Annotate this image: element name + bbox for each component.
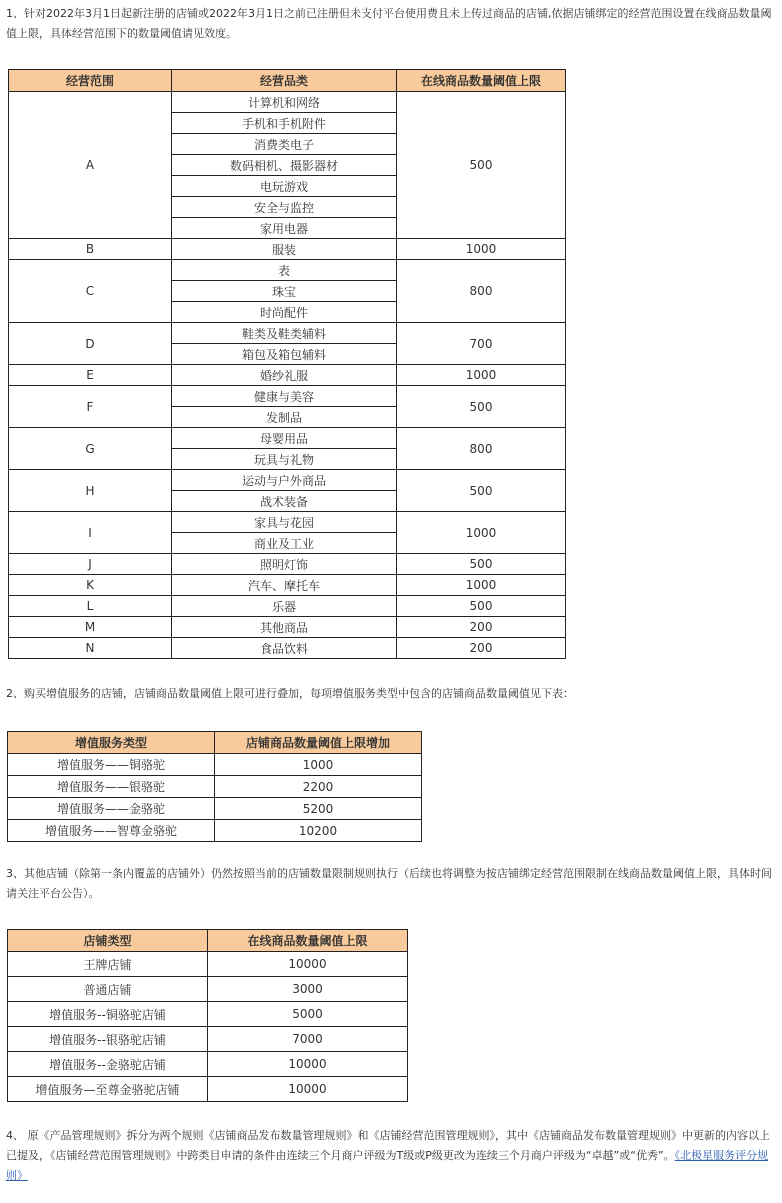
scope-cell: B: [9, 239, 172, 260]
store-limit-cell: 10000: [208, 952, 408, 977]
store-type-cell: 增值服务--银骆驼店铺: [8, 1027, 208, 1052]
table-row: [8, 977, 408, 1002]
table-header-row: [8, 732, 422, 754]
table-row: [8, 952, 408, 977]
limit-cell: 200: [397, 638, 566, 659]
table-row: [9, 386, 566, 407]
scope-cell: H: [9, 470, 172, 512]
category-cell: 安全与监控: [172, 197, 397, 218]
header-store-type: 店铺类型: [8, 930, 208, 952]
store-limit-cell: 7000: [208, 1027, 408, 1052]
scope-cell: D: [9, 323, 172, 365]
scope-cell: E: [9, 365, 172, 386]
table-row: [9, 554, 566, 575]
store-type-cell: 王牌店铺: [8, 952, 208, 977]
table-row: [9, 365, 566, 386]
scope-cell: I: [9, 512, 172, 554]
scope-cell: A: [9, 92, 172, 239]
store-limit-cell: 10000: [208, 1077, 408, 1102]
category-cell: 照明灯饰: [172, 554, 397, 575]
limit-cell: 500: [397, 92, 566, 239]
store-type-table: [7, 929, 408, 1102]
limit-cell: 1000: [397, 575, 566, 596]
category-cell: 运动与户外商品: [172, 470, 397, 491]
scope-cell: L: [9, 596, 172, 617]
table-header-row: [8, 930, 408, 952]
store-type-cell: 增值服务—至尊金骆驼店铺: [8, 1077, 208, 1102]
header-limit-increase: 店铺商品数量阈值上限增加: [215, 732, 422, 754]
header-service-type: 增值服务类型: [8, 732, 215, 754]
limit-cell: 800: [397, 428, 566, 470]
scope-cell: M: [9, 617, 172, 638]
table-row: [8, 1077, 408, 1102]
table-row: [9, 575, 566, 596]
category-cell: 鞋类及鞋类辅料: [172, 323, 397, 344]
store-limit-cell: 5000: [208, 1002, 408, 1027]
limit-increase-cell: 2200: [215, 776, 422, 798]
limit-cell: 1000: [397, 239, 566, 260]
category-cell: 汽车、摩托车: [172, 575, 397, 596]
category-cell: 玩具与礼物: [172, 449, 397, 470]
scope-cell: F: [9, 386, 172, 428]
table-row: [9, 470, 566, 491]
category-cell: 电玩游戏: [172, 176, 397, 197]
table-header-row: [9, 70, 566, 92]
limit-cell: 500: [397, 386, 566, 428]
table-row: [9, 596, 566, 617]
table-row: [9, 428, 566, 449]
paragraph-1: 1、针对2022年3月1日起新注册的店铺或2022年3月1日之前已注册但未支付平台使用费且未上传过商品的店铺,依据店铺绑定的经营范围设置在线商品数量阈值上限，具体经营范围下的数量阈值请见效度。: [6, 7, 772, 40]
limit-cell: 500: [397, 470, 566, 512]
limit-cell: 800: [397, 260, 566, 323]
limit-cell: 500: [397, 554, 566, 575]
category-cell: 消费类电子: [172, 134, 397, 155]
store-table-body: [8, 952, 408, 1102]
table-row: [9, 638, 566, 659]
limit-cell: 500: [397, 596, 566, 617]
scope-cell: J: [9, 554, 172, 575]
scope-table-body: [9, 92, 566, 659]
limit-increase-cell: 10200: [215, 820, 422, 842]
category-cell: 服装: [172, 239, 397, 260]
scope-cell: C: [9, 260, 172, 323]
category-cell: 时尚配件: [172, 302, 397, 323]
scope-threshold-table: [8, 69, 566, 659]
table-row: [9, 92, 566, 113]
limit-increase-cell: 5200: [215, 798, 422, 820]
service-type-cell: 增值服务——智尊金骆驼: [8, 820, 215, 842]
store-type-cell: 增值服务--铜骆驼店铺: [8, 1002, 208, 1027]
scope-cell: N: [9, 638, 172, 659]
limit-cell: 700: [397, 323, 566, 365]
category-cell: 母婴用品: [172, 428, 397, 449]
header-category: 经营品类: [172, 70, 397, 92]
limit-increase-cell: 1000: [215, 754, 422, 776]
category-cell: 珠宝: [172, 281, 397, 302]
scope-cell: K: [9, 575, 172, 596]
category-cell: 表: [172, 260, 397, 281]
category-cell: 婚纱礼服: [172, 365, 397, 386]
table-row: [8, 1027, 408, 1052]
category-cell: 食品饮料: [172, 638, 397, 659]
header-store-limit: 在线商品数量阈值上限: [208, 930, 408, 952]
category-cell: 数码相机、摄影器材: [172, 155, 397, 176]
table-row: [9, 239, 566, 260]
category-cell: 家用电器: [172, 218, 397, 239]
store-limit-cell: 10000: [208, 1052, 408, 1077]
category-cell: 健康与美容: [172, 386, 397, 407]
category-cell: 计算机和网络: [172, 92, 397, 113]
table-row: [8, 820, 422, 842]
table-row: [9, 512, 566, 533]
paragraph-3: 3、其他店铺（除第一条内覆盖的店铺外）仍然按照当前的店铺数量限制规则执行（后续也将调整为按店铺绑定经营范围限制在线商品数量阈值上限，具体时间请关注平台公告）。: [6, 867, 772, 900]
paragraph-4: [6, 1126, 776, 1186]
store-type-cell: 普通店铺: [8, 977, 208, 1002]
table-row: [8, 798, 422, 820]
category-cell: 发制品: [172, 407, 397, 428]
service-table-body: [8, 754, 422, 842]
paragraph-4-text: 4、 原《产品管理规则》拆分为两个规则《店铺商品发布数量管理规则》和《店铺经营范围管理规则》，其中《店铺商品发布数量管理规则》中更新的内容以上已提及，《店铺经营范围管理规则》中跨类目申请的条件由连续三个月商户评级为T级或P级更改为连续三个月商户评级为“卓越”或“优秀”。: [6, 1129, 770, 1162]
table-row: [9, 617, 566, 638]
table-row: [8, 776, 422, 798]
limit-cell: 1000: [397, 365, 566, 386]
category-cell: 箱包及箱包辅料: [172, 344, 397, 365]
header-limit: 在线商品数量阈值上限: [397, 70, 566, 92]
category-cell: 其他商品: [172, 617, 397, 638]
store-limit-cell: 3000: [208, 977, 408, 1002]
value-added-service-table: [7, 731, 422, 842]
table-row: [8, 1052, 408, 1077]
service-type-cell: 增值服务——银骆驼: [8, 776, 215, 798]
table-row: [9, 323, 566, 344]
table-row: [8, 754, 422, 776]
rating-rules-link[interactable]: 《北极星服务评分规则》: [6, 1149, 769, 1182]
limit-cell: 200: [397, 617, 566, 638]
scope-cell: G: [9, 428, 172, 470]
category-cell: 战术装备: [172, 491, 397, 512]
table-row: [8, 1002, 408, 1027]
table-row: [9, 260, 566, 281]
store-type-cell: 增值服务--金骆驼店铺: [8, 1052, 208, 1077]
paragraph-2: 2、购买增值服务的店铺，店铺商品数量阈值上限可进行叠加，每项增值服务类型中包含的店铺商品数量阈值见下表：: [6, 687, 574, 700]
limit-cell: 1000: [397, 512, 566, 554]
category-cell: 手机和手机附件: [172, 113, 397, 134]
service-type-cell: 增值服务——金骆驼: [8, 798, 215, 820]
category-cell: 商业及工业: [172, 533, 397, 554]
header-scope: 经营范围: [9, 70, 172, 92]
category-cell: 乐器: [172, 596, 397, 617]
category-cell: 家具与花园: [172, 512, 397, 533]
service-type-cell: 增值服务——铜骆驼: [8, 754, 215, 776]
